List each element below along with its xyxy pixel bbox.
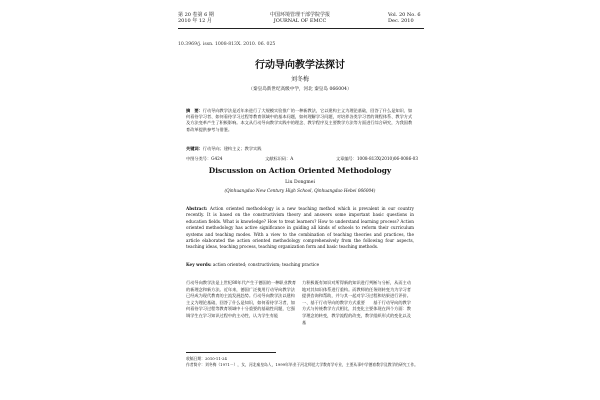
journal-name-cn: 中国环境管理干部学院学报	[269, 12, 330, 18]
keywords-cn	[186, 146, 261, 152]
footnote	[186, 356, 418, 368]
keywords-en-text: action oriented; constructivism; teaching practice	[212, 262, 320, 267]
article-title-en: Discussion on Action Oriented Methodology	[208, 166, 392, 175]
journal-issue-info	[178, 12, 214, 24]
article-number: 文章编号：1008-813X(2010)06-0086-03	[335, 156, 418, 161]
keywords-en-label: Key words:	[186, 262, 212, 267]
abstract-en-label: Abstract:	[186, 206, 208, 211]
issue-volume-en: Vol. 20 No. 6	[388, 12, 421, 18]
keywords-en	[186, 262, 414, 267]
abstract-cn-label: 摘 要：	[186, 108, 203, 113]
doi-line: 10.3969/j. issn. 1008-813X. 2010. 06. 025	[178, 42, 276, 47]
document-code: 文献标识码：A	[265, 156, 294, 161]
journal-issue-info-en	[388, 12, 421, 24]
body-column-left: 行动导向教学法是上世纪80年代产生于德国的一种职业教育的新理念和新方法。近年来，德国广泛使用行动导向教学法已经成为现代教育的主流发展趋势。行动导向教学法以建构主义为理论基础，回答了什么是知识，如何看待学习者，如何看待学习过程等教育领域中十分重要的基础性问题，它强调学生在学习知识过程中的主动性，认为学生有能	[186, 280, 297, 318]
body-column-right: 力积极既有知识对所得新的知识进行判断与分析，从而主动地对其知识体系进行重构。而教师的任务则转变为为学习者提供咨询和帮助，并与其一起对学习过程和结果进行评价。一、基于行动导向的教学方式重要 基于行动导向的教学方式与传统教学方式相比，其变化主要体现在四个方面：教学理念的转变，教学流程的改变，教学组织形式的变化以及基	[302, 280, 411, 325]
footnote-divider	[186, 352, 276, 353]
keywords-cn-text: 行动导向；建构主义；教学实践	[202, 146, 262, 151]
journal-name-en: JOURNAL OF EMCC	[273, 18, 327, 24]
abstract-cn	[186, 108, 414, 133]
issue-date: 2010 年 12 月	[178, 18, 212, 24]
received-date: 收稿日期：2010-11-24	[186, 356, 227, 361]
abstract-en-text: Action oriented methodology is a new teaching method which is prevalent in our country recently. It is based on the constructivism theory and answers some important basic questions in education fields. What is knowledge? How to treat learners? How to understand learning process? Action oriented methodology has active significance in guiding all kinds of schools to reform their curriculum systems and teaching modes. With a view to the combination of teaching theories and practices, the article elaborated the action oriented methodology comprehensively from the following four aspects, teaching ideas, teaching process, teaching organization form and basic teaching methods.	[186, 206, 414, 250]
author-affiliation-cn: （秦皇岛新世纪高级中学，河北 秦皇岛 066004）	[248, 87, 352, 92]
header-divider	[178, 28, 424, 29]
abstract-cn-text: 行动导向教学法是近年来进行了大规模实验推广的一种新教法，它以建构主义为理论基础，回答了什么是知识、如何看待学习者、如何看待学习过程等教育领域中的基本问题，如何理解学习问题，对培养各类学习者的课程体系、教学方式及方法变革产生了积极影响。本文从行动导向教学实践中的理念、教学程序及主要教学方法等方面进行综合研究，为我国教育改革提供参考与借鉴。	[186, 108, 413, 132]
classification-row	[186, 156, 418, 162]
issue-date-en: Dec. 2010	[388, 18, 414, 24]
author-affiliation-en: (Qinhuangdao New Century High School, Qinhuangdao Hebei 066004)	[224, 188, 376, 193]
author-name-en: Liu Dongmei	[285, 180, 315, 185]
author-name-cn: 刘冬梅	[290, 76, 309, 83]
issue-volume: 第 20 卷第 6 期	[178, 12, 214, 18]
abstract-en	[186, 206, 414, 251]
author-bio: 作者简介：刘冬梅（1971－），女，河北秦皇岛人，1999年毕业于河北师范大学教育学专业，主要从事中学德育教学及教学的研究工作。	[186, 361, 418, 367]
article-title-cn: 行动导向教学法探讨	[255, 60, 345, 71]
clc-number: 中图分类号：G424	[186, 156, 223, 161]
keywords-cn-label: 关键词：	[186, 146, 203, 151]
journal-name	[250, 12, 350, 24]
